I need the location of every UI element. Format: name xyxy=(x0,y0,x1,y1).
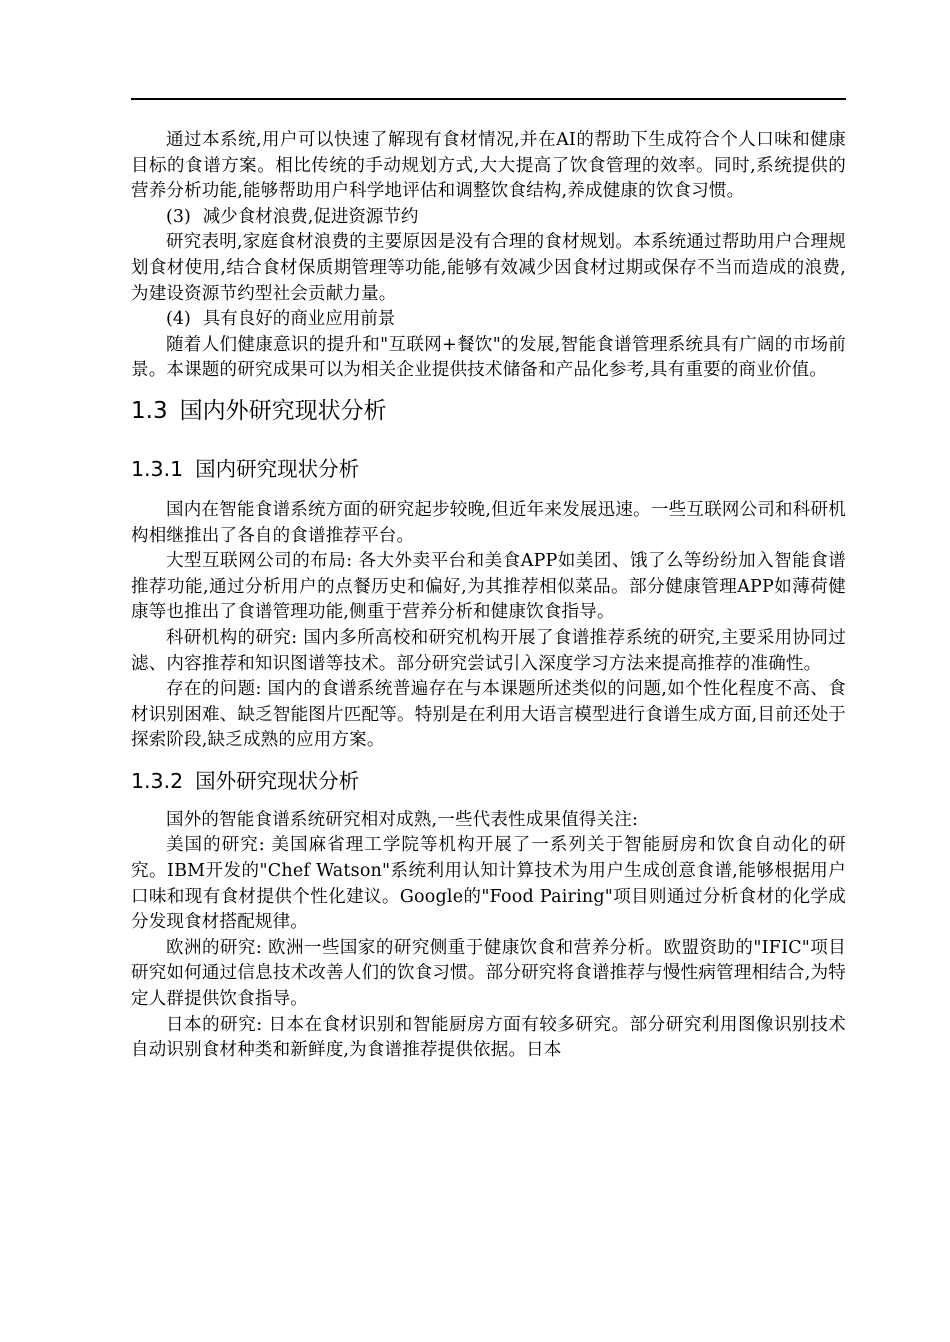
foreign-paragraph: 日本的研究: 日本在食材识别和智能厨房方面有较多研究。部分研究利用图像识别技术自动识别食材种类和新鲜度,为食谱推荐提供依据。日本 xyxy=(131,1014,846,1061)
section-title: 国内外研究现状分析 xyxy=(179,397,387,424)
header-rule xyxy=(131,98,846,100)
subsection-heading-1-3-2 xyxy=(131,766,846,796)
foreign-paragraph: 国外的智能食谱系统研究相对成熟,一些代表性成果值得关注: xyxy=(166,809,639,830)
item-4-body: 随着人们健康意识的提升和"互联网+餐饮"的发展,智能食谱管理系统具有广阔的市场前景。本课题的研究成果可以为相关企业提供技术储备和产品化参考,具有重要的商业价值。 xyxy=(131,334,846,381)
list-item-4-text: 具有良好的商业应用前景 xyxy=(202,309,396,330)
subsection-number: 1.3.1 xyxy=(131,456,184,481)
section-heading-1-3 xyxy=(131,394,846,428)
subsection-title: 国外研究现状分析 xyxy=(195,768,360,793)
subsection-title: 国内研究现状分析 xyxy=(195,456,360,481)
list-item-3 xyxy=(131,205,846,231)
domestic-paragraph: 大型互联网公司的布局: 各大外卖平台和美食APP如美团、饿了么等纷纷加入智能食谱推荐功能,通过分析用户的点餐历史和偏好,为其推荐相似菜品。部分健康管理APP如薄荷健康等也推出了食谱管理功能,侧重于营养分析和健康饮食指导。 xyxy=(131,551,846,623)
domestic-paragraph: 国内在智能食谱系统方面的研究起步较晚,但近年来发展迅速。一些互联网公司和科研机构相继推出了各自的食谱推荐平台。 xyxy=(131,499,846,546)
domestic-paragraph: 科研机构的研究: 国内多所高校和研究机构开展了食谱推荐系统的研究,主要采用协同过滤、内容推荐和知识图谱等技术。部分研究尝试引入深度学习方法来提高推荐的准确性。 xyxy=(131,627,846,674)
list-item-4 xyxy=(131,307,846,333)
subsection-number: 1.3.2 xyxy=(131,768,184,793)
foreign-paragraph: 美国的研究: 美国麻省理工学院等机构开展了一系列关于智能厨房和饮食自动化的研究。IBM开发的"Chef Watson"系统利用认知计算技术为用户生成创意食谱,能够根据用户口味和现有食材提供个性化建议。Google的"Food Pairing"项目则通过分析食材的化学成分发现食材搭配规律。 xyxy=(131,835,846,933)
intro-paragraph: 通过本系统,用户可以快速了解现有食材情况,并在AI的帮助下生成符合个人口味和健康目标的食谱方案。相比传统的手动规划方式,大大提高了饮食管理的效率。同时,系统提供的营养分析功能,能够帮助用户科学地评估和调整饮食结构,养成健康的饮食习惯。 xyxy=(131,130,846,202)
page-content xyxy=(131,128,846,1064)
list-item-4-label: (4) xyxy=(166,309,191,330)
list-item-3-label: (3) xyxy=(166,206,191,227)
section-number: 1.3 xyxy=(131,397,168,424)
foreign-paragraph: 欧洲的研究: 欧洲一些国家的研究侧重于健康饮食和营养分析。欧盟资助的"IFIC"项目研究如何通过信息技术改善人们的饮食习惯。部分研究将食谱推荐与慢性病管理相结合,为特定人群提供饮食指导。 xyxy=(131,937,846,1010)
domestic-paragraph: 存在的问题: 国内的食谱系统普遍存在与本课题所述类似的问题,如个性化程度不高、食材识别困难、缺乏智能图片匹配等。特别是在利用大语言模型进行食谱生成方面,目前还处于探索阶段,缺乏成熟的应用方案。 xyxy=(131,679,846,751)
item-3-body: 研究表明,家庭食材浪费的主要原因是没有合理的食材规划。本系统通过帮助用户合理规划食材使用,结合食材保质期管理等功能,能够有效减少因食材过期或保存不当而造成的浪费,为建设资源节约型社会贡献力量。 xyxy=(131,232,846,304)
subsection-heading-1-3-1 xyxy=(131,454,846,484)
list-item-3-text: 减少食材浪费,促进资源节约 xyxy=(202,206,419,227)
